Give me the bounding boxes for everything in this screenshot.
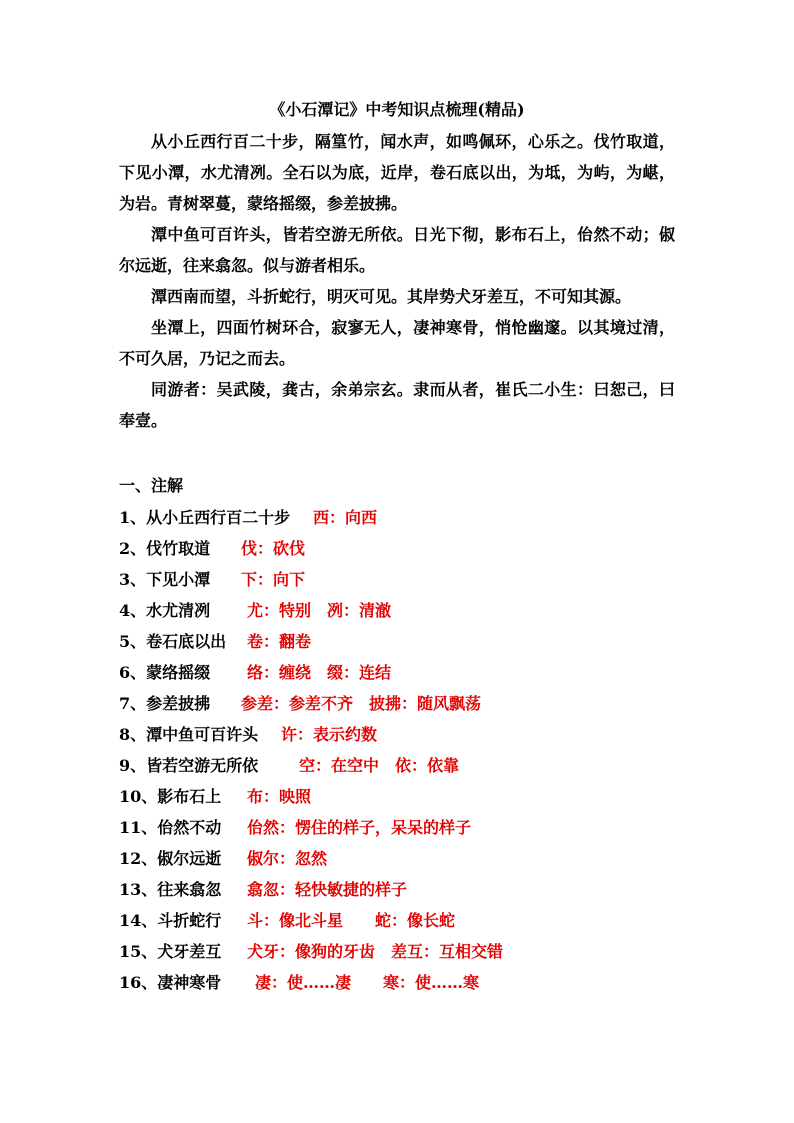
annotation-item (119, 662, 392, 684)
annotation-number: 9、 (119, 756, 147, 775)
text-paragraph: 潭中鱼可百许头，皆若空游无所依。日光下彻，影布石上，佁然不动；俶尔远逝，往来翕忽。似与游者相乐。 (119, 225, 675, 275)
annotation-definition: 犬牙：像狗的牙齿 差互：互相交错 (247, 942, 504, 961)
annotation-number: 8、 (119, 725, 147, 744)
annotation-phrase: 凄神寒骨 (157, 973, 222, 992)
annotation-definition: 络：缠绕 缀：连结 (247, 663, 392, 682)
annotation-definition: 下：向下 (241, 570, 306, 589)
annotation-number: 5、 (119, 632, 147, 651)
annotation-phrase: 俶尔远逝 (157, 849, 222, 868)
annotation-phrase: 卷石底以出 (146, 632, 227, 651)
annotation-number: 4、 (119, 601, 147, 620)
annotation-definition: 参差：参差不齐 披拂：随风飘荡 (241, 694, 482, 713)
annotation-definition: 俶尔：忽然 (247, 849, 328, 868)
annotation-phrase: 犬牙差互 (157, 942, 222, 961)
annotation-phrase: 伐竹取道 (146, 539, 211, 558)
annotation-item (119, 786, 312, 808)
annotation-definition: 许：表示约数 (281, 725, 378, 744)
annotation-item (119, 538, 306, 560)
annotation-definition: 伐：砍伐 (241, 539, 306, 558)
annotation-phrase: 蒙络摇缀 (146, 663, 211, 682)
annotation-phrase: 往来翕忽 (157, 880, 222, 899)
annotation-number: 16、 (119, 973, 158, 992)
annotation-item (119, 972, 480, 994)
text-paragraph: 坐潭上，四面竹树环合，寂寥无人，凄神寒骨，悄怆幽邃。以其境过清，不可久居，乃记之而去。 (119, 318, 675, 368)
annotation-item (119, 755, 460, 777)
annotation-definition: 尤：特别 冽：清澈 (247, 601, 392, 620)
annotation-item (119, 817, 472, 839)
annotation-item (119, 631, 312, 653)
text-paragraph: 潭西南而望，斗折蛇行，明灭可见。其岸势犬牙差互，不可知其源。 (151, 287, 632, 306)
annotation-phrase: 影布石上 (157, 787, 222, 806)
annotation-phrase: 皆若空游无所依 (146, 756, 259, 775)
annotation-phrase: 斗折蛇行 (157, 911, 222, 930)
section-heading: 一、注解 (119, 476, 184, 495)
annotation-definition: 佁然：愣住的样子，呆呆的样子 (247, 818, 472, 837)
annotation-definition: 卷：翻卷 (247, 632, 312, 651)
annotation-item (119, 693, 482, 715)
annotation-definition: 凄：使……凄 寒：使……寒 (255, 973, 480, 992)
annotation-definition: 斗：像北斗星 蛇：像长蛇 (247, 911, 456, 930)
annotation-number: 6、 (119, 663, 147, 682)
annotation-phrase: 参差披拂 (146, 694, 211, 713)
annotation-item (119, 848, 328, 870)
annotation-number: 12、 (119, 849, 158, 868)
classical-text (119, 126, 675, 436)
document-title: 《小石潭记》中考知识点梳理(精品) (269, 100, 525, 119)
annotation-definition: 西：向西 (313, 508, 378, 527)
annotation-number: 3、 (119, 570, 147, 589)
annotation-item (119, 724, 378, 746)
text-paragraph: 同游者：吴武陵，龚古，余弟宗玄。隶而从者，崔氏二小生：曰恕己，曰奉壹。 (119, 380, 675, 430)
annotation-number: 2、 (119, 539, 147, 558)
annotation-item (119, 600, 392, 622)
annotation-item (119, 910, 456, 932)
annotation-phrase: 从小丘西行百二十步 (146, 508, 291, 527)
annotation-phrase: 下见小潭 (146, 570, 211, 589)
annotation-item (119, 507, 378, 529)
annotation-item (119, 879, 408, 901)
annotation-definition: 布：映照 (247, 787, 312, 806)
annotation-number: 11、 (119, 818, 158, 837)
annotation-item (119, 941, 504, 963)
text-paragraph: 从小丘西行百二十步，隔篁竹，闻水声，如鸣佩环，心乐之。伐竹取道，下见小潭，水尤清冽。全石以为底，近岸，卷石底以出，为坻，为屿，为嵁，为岩。青树翠蔓，蒙络摇缀，参差披拂。 (119, 132, 675, 213)
annotation-phrase: 佁然不动 (157, 818, 222, 837)
annotation-definition: 翕忽：轻快敏捷的样子 (247, 880, 408, 899)
annotation-phrase: 潭中鱼可百许头 (146, 725, 259, 744)
annotation-item (119, 569, 306, 591)
annotation-number: 1、 (119, 508, 147, 527)
annotation-number: 15、 (119, 942, 158, 961)
annotation-number: 14、 (119, 911, 158, 930)
annotation-number: 13、 (119, 880, 158, 899)
annotation-phrase: 水尤清冽 (146, 601, 211, 620)
annotation-number: 10、 (119, 787, 158, 806)
annotation-number: 7、 (119, 694, 147, 713)
annotation-definition: 空：在空中 依：依靠 (299, 756, 460, 775)
